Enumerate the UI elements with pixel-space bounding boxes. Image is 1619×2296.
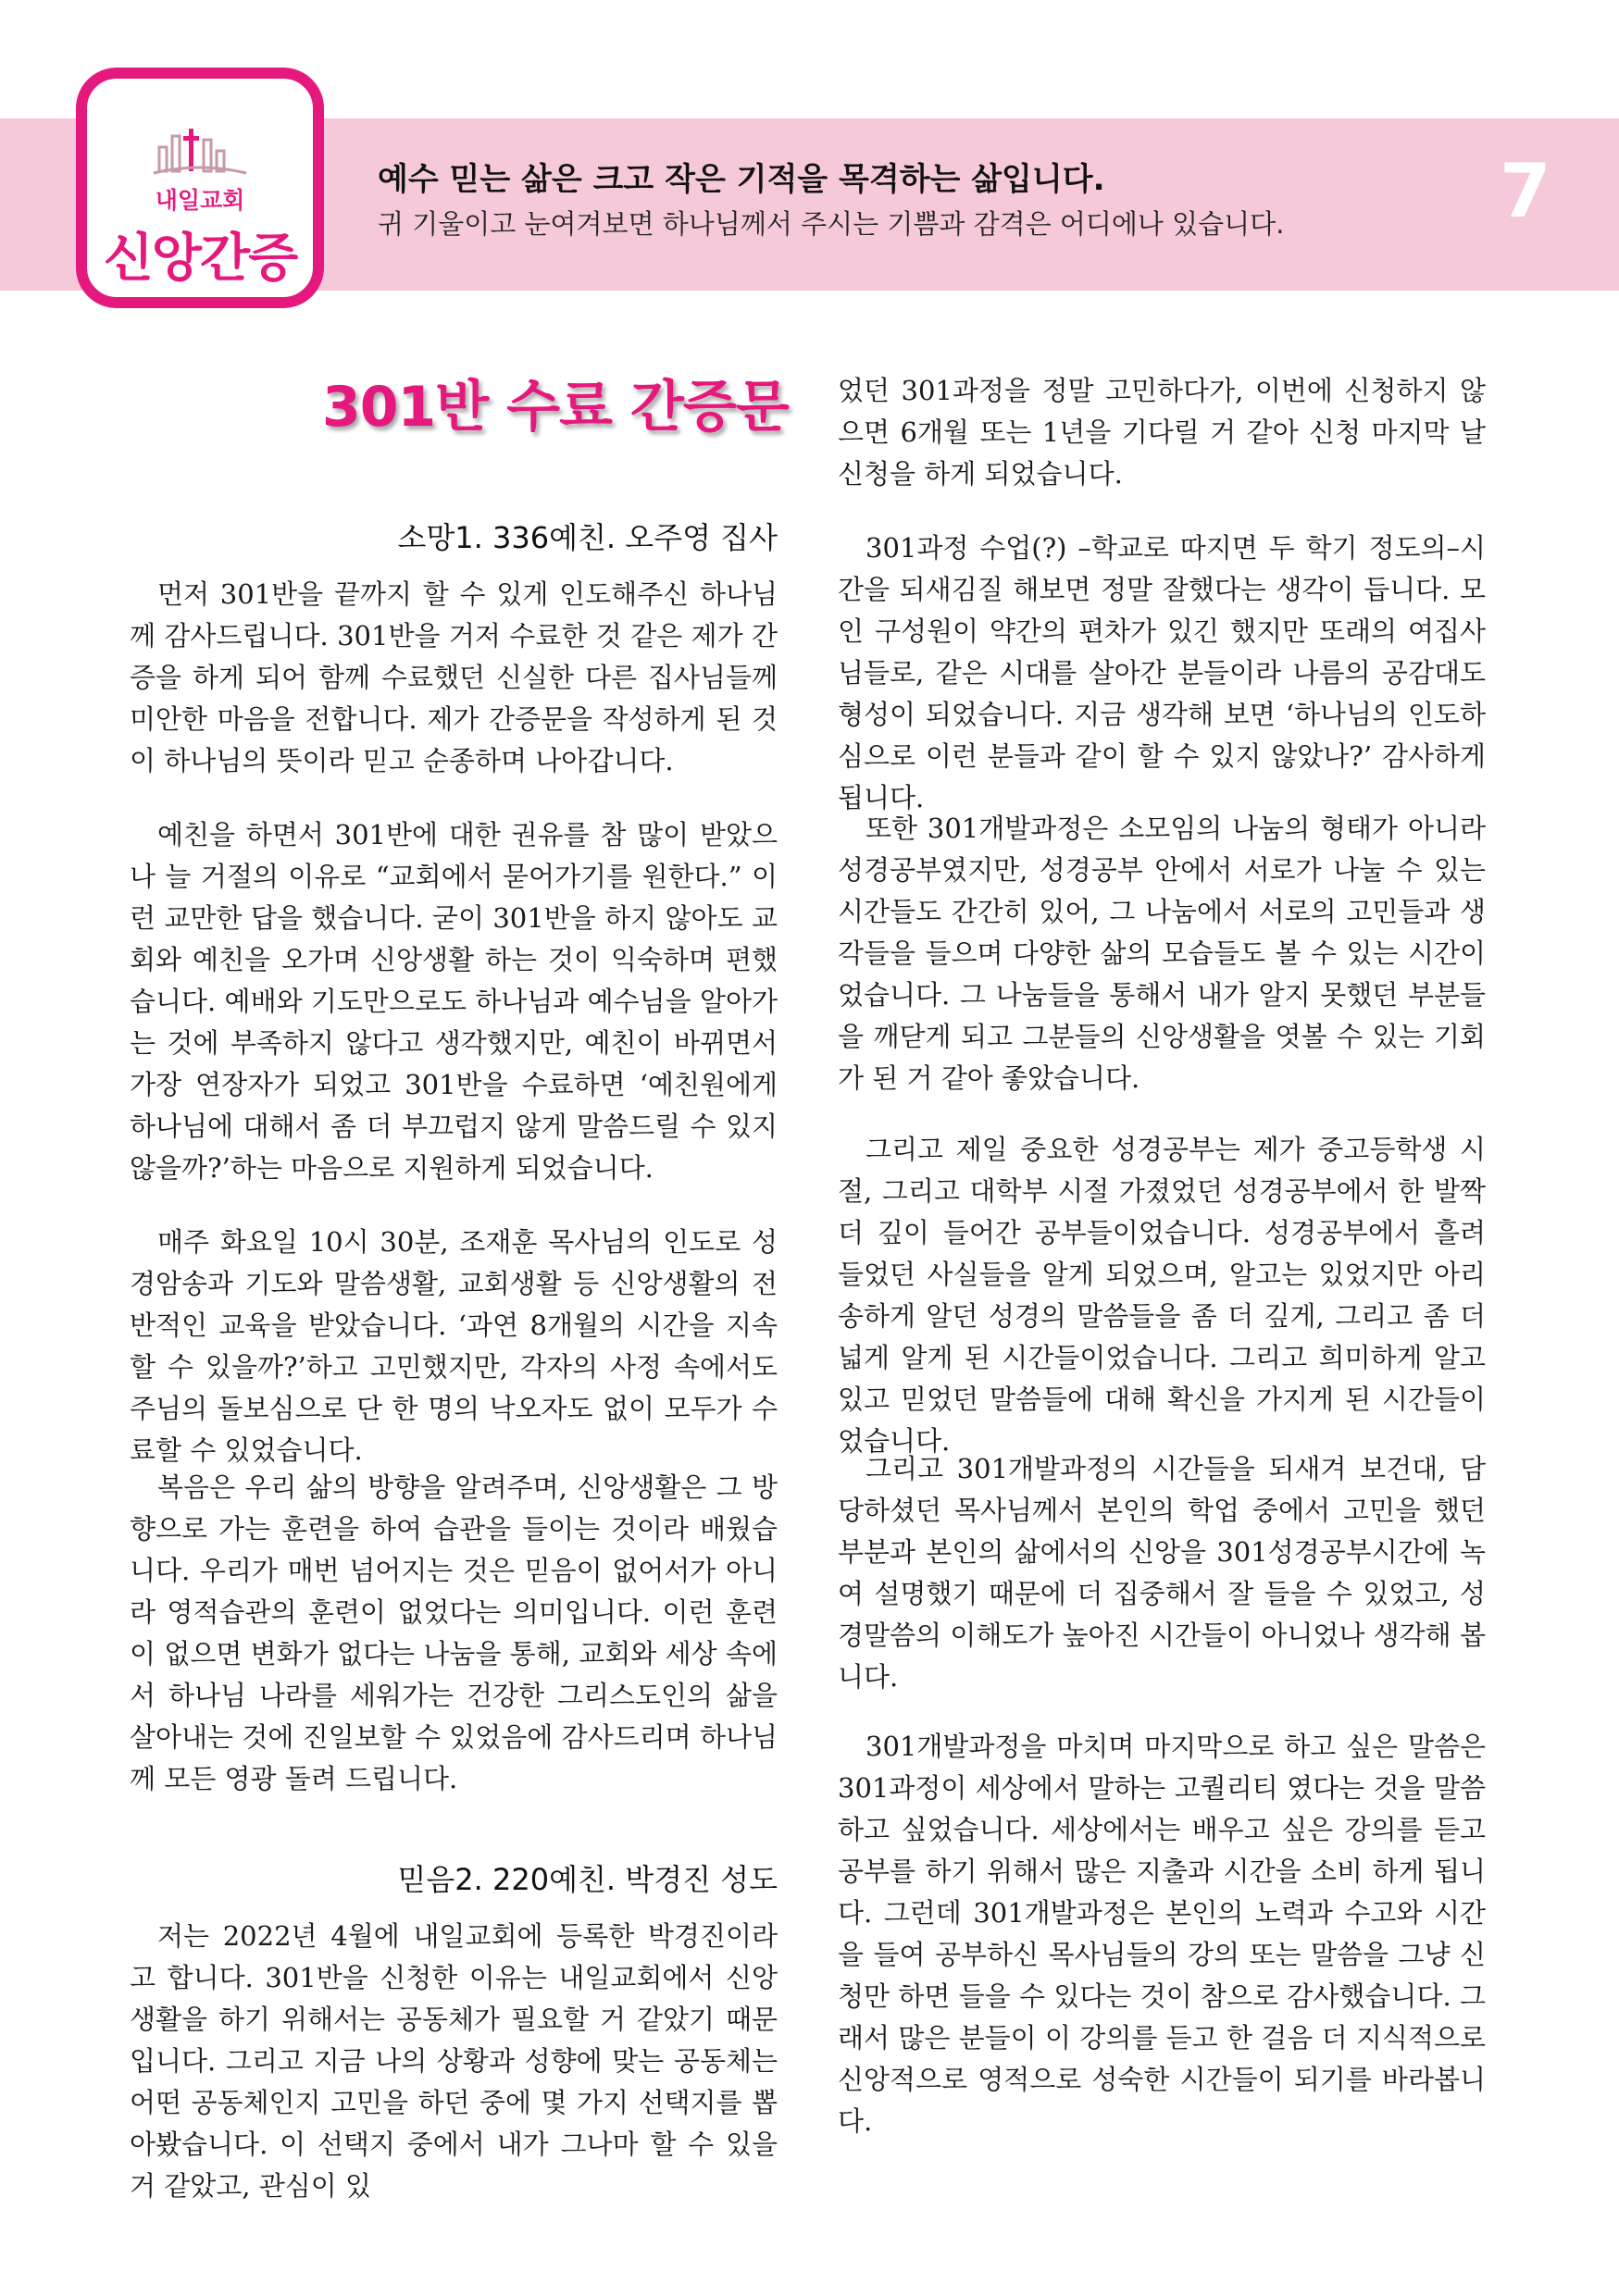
paragraph: 매주 화요일 10시 30분, 조재훈 목사님의 인도로 성경암송과 기도와 말씀생활, 교회생활 등 신앙생활의 전반적인 교육을 받았습니다. ‘과연 8개월의 시간을 지속할 수 있을까?’하고 고민했지만, 각자의 사정 속에서도 주님의 돌보심으로 단 한 명의 낙오자도 없이 모두가 수료할 수 있었습니다.: [130, 1226, 778, 1466]
byline: 믿음2. 220예친. 박경진 성도: [397, 1862, 778, 1897]
paragraph: 301과정 수업(?) –학교로 따지면 두 학기 정도의–시간을 되새김질 해보면 정말 잘했다는 생각이 듭니다. 모인 구성원이 약간의 편차가 있긴 했지만 또래의 여집사님들로, 같은 시대를 살아간 분들이라 나름의 공감대도 형성이 되었습니다. 지금 생각해 보면 ‘하나님의 인도하심으로 이런 분들과 같이 할 수 있지 않았나?’ 감사하게 됩니다.: [838, 532, 1486, 813]
paragraph: 또한 301개발과정은 소모임의 나눔의 형태가 아니라 성경공부였지만, 성경공부 안에서 서로가 나눌 수 있는 시간들도 간간히 있어, 그 나눔에서 서로의 고민들과 생각들을 들으며 다양한 삶의 모습들도 볼 수 있는 시간이었습니다. 그 나눔들을 통해서 내가 알지 못했던 부분들을 깨닫게 되고 그분들의 신앙생활을 엿볼 수 있는 기회가 된 거 같아 좋았습니다.: [838, 813, 1486, 1094]
paragraph: 저는 2022년 4월에 내일교회에 등록한 박경진이라고 합니다. 301반을 신청한 이유는 내일교회에서 신앙생활을 하기 위해서는 공동체가 필요할 거 같았기 때문입니다. 그리고 지금 나의 상황과 성향에 맞는 공동체는 어떤 공동체인지 고민을 하던 중에 몇 가지 선택지를 뽑아봤습니다. 이 선택지 중에서 내가 그나마 할 수 있을 거 같았고, 관심이 있: [130, 1920, 778, 2202]
section-label: 신앙간증: [103, 229, 297, 289]
church-name: 내일교회: [155, 187, 245, 214]
paragraph: 먼저 301반을 끝까지 할 수 있게 인도해주신 하나님께 감사드립니다. 301반을 거저 수료한 것 같은 제가 간증을 하게 되어 함께 수료했던 신실한 다른 집사님들께 미안한 마음을 전합니다. 제가 간증문을 작성하게 된 것이 하나님의 뜻이라 믿고 순종하며 나아갑니다.: [130, 578, 778, 776]
paragraph: 301개발과정을 마치며 마지막으로 하고 싶은 말씀은 301과정이 세상에서 말하는 고퀄리티 였다는 것을 말씀하고 싶었습니다. 세상에서는 배우고 싶은 강의를 듣고 공부를 하기 위해서 많은 지출과 시간을 소비 하게 됩니다. 그런데 301개발과정은 본인의 노력과 수고와 시간을 들여 공부하신 목사님들의 강의 또는 말씀을 그냥 신청만 하면 들을 수 있다는 것이 참으로 감사했습니다. 그래서 많은 분들이 이 강의를 듣고 한 걸음 더 지식적으로 신앙적으로 영적으로 성숙한 시간들이 되기를 바라봅니다.: [838, 1731, 1486, 2137]
paragraph: 그리고 301개발과정의 시간들을 되새겨 보건대, 담당하셨던 목사님께서 본인의 학업 중에서 고민을 했던 부분과 본인의 삶에서의 신앙을 301성경공부시간에 녹여 설명했기 때문에 더 집중해서 잘 들을 수 있었고, 성경말씀의 이해도가 높아진 시간들이 아니었나 생각해 봅니다.: [838, 1453, 1486, 1693]
paragraph: 예친을 하면서 301반에 대한 권유를 참 많이 받았으나 늘 거절의 이유로 “교회에서 묻어가기를 원한다.” 이런 교만한 답을 했습니다. 굳이 301반을 하지 않아도 교회와 예친을 오가며 신앙생활 하는 것이 익숙하며 편했습니다. 예배와 기도만으로도 하나님과 예수님을 알아가는 것에 부족하지 않다고 생각했지만, 예친이 바뀌면서 가장 연장자가 되었고 301반을 수료하면 ‘예친원에게 하나님에 대해서 좀 더 부끄럽지 않게 말씀드릴 수 있지 않을까?’하는 마음으로 지원하게 되었습니다.: [130, 819, 778, 1184]
article-title: 301반 수료 간증문: [322, 375, 789, 440]
header-subtitle: 귀 기울이고 눈여겨보면 하나님께서 주시는 기쁨과 감격은 어디에나 있습니다.: [378, 208, 1285, 240]
paragraph: 그리고 제일 중요한 성경공부는 제가 중고등학생 시절, 그리고 대학부 시절 가졌었던 성경공부에서 한 발짝 더 깊이 들어간 공부들이었습니다. 성경공부에서 흘려 들었던 사실들을 알게 되었으며, 알고는 있었지만 아리송하게 알던 성경의 말씀들을 좀 더 깊게, 그리고 좀 더 넓게 알게 된 시간들이었습니다. 그리고 희미하게 알고 있고 믿었던 말씀들에 대해 확신을 가지게 된 시간들이었습니다.: [838, 1134, 1486, 1457]
paragraph: 복음은 우리 삶의 방향을 알려주며, 신앙생활은 그 방향으로 가는 훈련을 하여 습관을 들이는 것이라 배웠습니다. 우리가 매번 넘어지는 것은 믿음이 없어서가 아니라 영적습관의 훈련이 없었다는 의미입니다. 이런 훈련이 없으면 변화가 없다는 나눔을 통해, 교회와 세상 속에서 하나님 나라를 세워가는 건강한 그리스도인의 삶을 살아내는 것에 진일보할 수 있었음에 감사드리며 하나님께 모든 영광 돌려 드립니다.: [130, 1471, 778, 1794]
byline: 소망1. 336예친. 오주영 집사: [397, 520, 778, 555]
header-title: 예수 믿는 삶은 크고 작은 기적을 목격하는 삶입니다.: [378, 161, 1105, 198]
church-logo-icon: [152, 116, 248, 180]
page-number: 7: [1500, 148, 1551, 234]
paragraph: 었던 301과정을 정말 고민하다가, 이번에 신청하지 않으면 6개월 또는 1년을 기다릴 거 같아 신청 마지막 날 신청을 하게 되었습니다.: [838, 375, 1486, 490]
section-logo-box: [76, 68, 324, 308]
